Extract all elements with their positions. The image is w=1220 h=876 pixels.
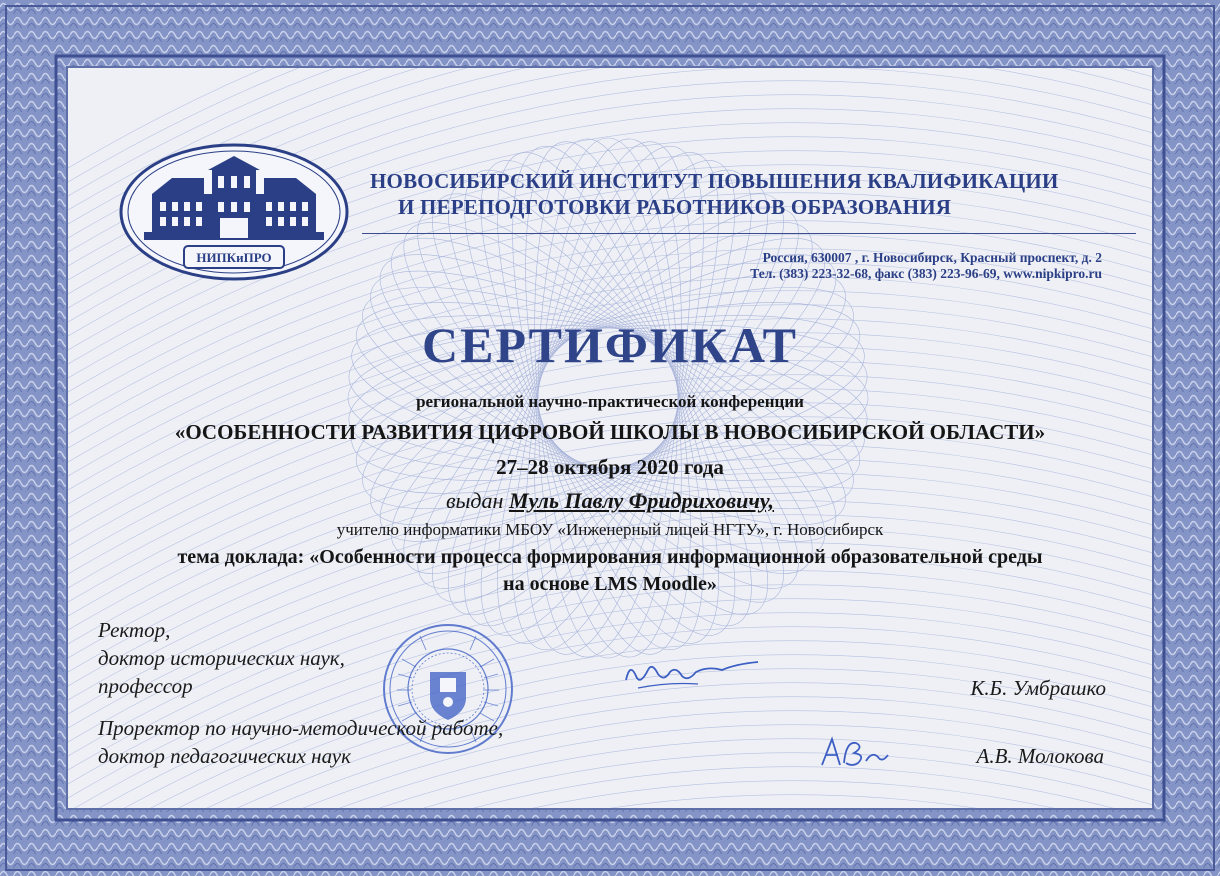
report-topic-line1: тема доклада: «Особенности процесса формирования информационной образовательной среды bbox=[177, 546, 1043, 568]
rector-name: К.Б. Умбрашко bbox=[970, 676, 1106, 700]
logo-text: НИПКиПРО bbox=[196, 250, 272, 265]
institute-logo bbox=[118, 142, 350, 282]
event-type: региональной научно-практической конференции bbox=[416, 392, 804, 411]
prorector-name: А.В. Молокова bbox=[976, 744, 1104, 768]
event-dates: 27–28 октября 2020 года bbox=[496, 455, 724, 479]
rector-title-line2: доктор исторических наук, bbox=[98, 646, 345, 670]
report-topic-line2: на основе LMS Moodle» bbox=[503, 573, 717, 595]
organization-address: Россия, 630007 , г. Новосибирск, Красный проспект, д. 2 bbox=[762, 250, 1102, 265]
rector-signature bbox=[618, 652, 768, 696]
event-name: «ОСОБЕННОСТИ РАЗВИТИЯ ЦИФРОВОЙ ШКОЛЫ В НОВОСИБИРСКОЙ ОБЛАСТИ» bbox=[174, 420, 1046, 444]
organization-phones: Тел. (383) 223-32-68, факс (383) 223-96-69, www.nipkipro.ru bbox=[750, 266, 1102, 281]
organization-name-line2: И ПЕРЕПОДГОТОВКИ РАБОТНИКОВ ОБРАЗОВАНИЯ bbox=[398, 195, 952, 219]
prorector-title-line2: доктор педагогических наук bbox=[98, 744, 351, 768]
prorector-signature bbox=[816, 733, 892, 773]
organization-name-line1: НОВОСИБИРСКИЙ ИНСТИТУТ ПОВЫШЕНИЯ КВАЛИФИКАЦИИ bbox=[370, 169, 1059, 193]
recipient-role: учителю информатики МБОУ «Инженерный лицей НГТУ», г. Новосибирск bbox=[336, 520, 884, 539]
issued-prefix: выдан bbox=[445, 488, 504, 513]
prorector-title-line1: Проректор по научно-методической работе, bbox=[98, 716, 504, 740]
certificate-title: СЕРТИФИКАТ bbox=[421, 317, 798, 373]
recipient-name: Муль Павлу Фридриховичу, bbox=[508, 488, 775, 513]
header-divider bbox=[362, 233, 1136, 234]
rector-title-line1: Ректор, bbox=[98, 618, 171, 642]
recipient-line bbox=[0, 488, 1220, 514]
rector-title-line3: профессор bbox=[98, 674, 193, 698]
official-stamp bbox=[380, 604, 516, 774]
